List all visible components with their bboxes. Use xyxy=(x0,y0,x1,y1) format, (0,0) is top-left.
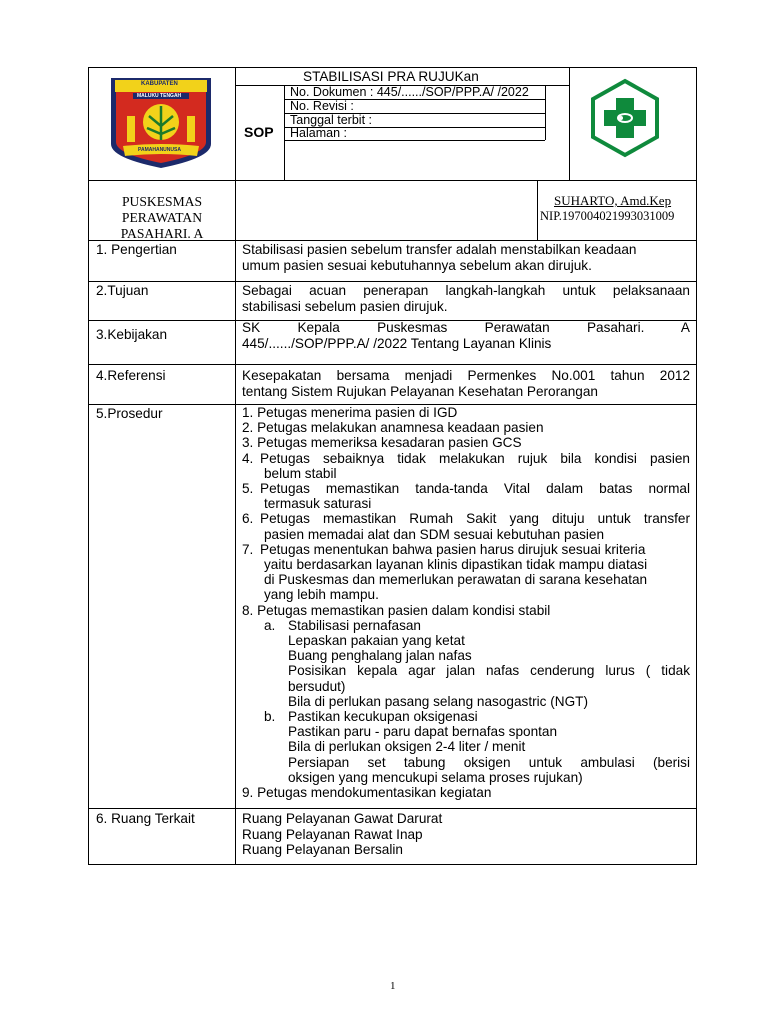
label-referensi: 4.Referensi xyxy=(96,368,166,383)
step-6 xyxy=(242,511,690,541)
step-8: 8. Petugas memastikan pasien dalam kondisi stabil xyxy=(242,602,551,618)
kebijakan-line-2: 445/....../SOP/PPP.A/ /2022 Tentang Layanan Klinis xyxy=(242,335,552,351)
step-3: 3. Petugas memeriksa kesadaran pasien GCS xyxy=(242,435,522,451)
row-border-tujuan xyxy=(88,281,697,282)
org-line-3: PASAHARI. A xyxy=(120,226,204,241)
puskesmas-logo xyxy=(589,78,661,158)
doc-box-right xyxy=(545,85,546,140)
table-top-border xyxy=(88,67,697,68)
label-prosedur: 5.Prosedur xyxy=(96,406,163,421)
page-field: Halaman : xyxy=(290,126,347,140)
kabupaten-logo xyxy=(105,72,217,172)
step-5 xyxy=(242,481,690,511)
label-pengertian: 1. Pengertian xyxy=(96,242,177,257)
signer-nip: NIP.197004021993031009 xyxy=(540,209,675,223)
ruang-item-3: Ruang Pelayanan Bersalin xyxy=(242,842,403,857)
step-7-line-2: yaitu berdasarkan layanan klinis dipastikan tidak mampu diatasi xyxy=(264,557,648,573)
sub-step-b-item-2: Bila di perlukan oksigen 2-4 liter / menit xyxy=(288,739,526,755)
row-border-referensi xyxy=(88,364,697,365)
tujuan-line-2: stabilisasi sebelum pasien dirujuk. xyxy=(242,298,448,314)
label-tujuan: 2.Tujuan xyxy=(96,283,149,298)
step-7-number: 7. xyxy=(242,541,254,557)
row-border-ruang xyxy=(88,808,697,809)
step-5-line-2: termasuk saturasi xyxy=(264,496,372,512)
sub-step-b-item-3-line-1: Persiapan set tabung oksigen untuk ambulasi (berisi xyxy=(288,754,690,770)
sub-step-b-item-1: Pastikan paru - paru dapat bernafas spontan xyxy=(288,724,558,740)
sub-step-a-item-1: Lepaskan pakaian yang ketat xyxy=(288,633,465,649)
pengertian-line-1: Stabilisasi pasien sebelum transfer adalah menstabilkan keadaan xyxy=(242,242,637,257)
sub-step-a-item-3-line-2: bersudut) xyxy=(288,678,346,694)
step-6-number: 6. xyxy=(242,511,254,527)
signer-divider xyxy=(537,180,538,240)
step-4-line-2: belum stabil xyxy=(264,465,337,481)
page-number: 1 xyxy=(390,980,396,992)
column-divider xyxy=(235,67,236,864)
content-pengertian xyxy=(242,242,690,273)
doc-number: No. Dokumen : 445/....../SOP/PPP.A/ /2022 xyxy=(290,85,529,99)
table-bottom-border xyxy=(88,864,697,865)
header-bottom-border xyxy=(88,180,697,181)
ruang-item-1: Ruang Pelayanan Gawat Darurat xyxy=(242,811,443,826)
logo-sub-text: MALUKU TENGAH xyxy=(137,93,182,99)
org-name xyxy=(92,194,232,242)
org-line-1: PUSKESMAS xyxy=(121,194,203,209)
referensi-line-1: Kesepakatan bersama menjadi Permenkes No.001 tahun 2012 xyxy=(242,368,690,383)
referensi-line-2: tentang Sistem Rujukan Pelayanan Kesehatan Perorangan xyxy=(242,383,598,399)
procedure-list xyxy=(242,405,690,800)
label-kebijakan: 3.Kebijakan xyxy=(96,327,168,342)
sub-step-a-item-3-line-1: Posisikan kepala agar jalan nafas cenderung lurus ( tidak xyxy=(288,663,690,679)
sub-step-a-letter: a. xyxy=(264,617,276,633)
ruang-item-2: Ruang Pelayanan Rawat Inap xyxy=(242,826,423,842)
document-title: STABILISASI PRA RUJUKan xyxy=(303,69,479,84)
sub-step-a-item-2: Buang penghalang jalan nafas xyxy=(288,648,472,664)
step-1: 1. Petugas menerima pasien di IGD xyxy=(242,405,458,420)
revision-number: No. Revisi : xyxy=(290,99,354,113)
sub-step-b xyxy=(242,709,690,785)
step-4-number: 4. xyxy=(242,450,254,466)
label-ruang-terkait: 6. Ruang Terkait xyxy=(96,811,195,826)
signer-name: SUHARTO, Amd.Kep xyxy=(554,193,672,208)
sub-step-a-title: Stabilisasi pernafasan xyxy=(288,617,421,633)
step-4 xyxy=(242,451,690,481)
header-right-divider xyxy=(569,67,570,180)
step-6-line-1: Petugas memastikan Rumah Sakit yang dituju untuk transfer xyxy=(260,511,690,527)
logo-ribbon-text: PAMAHANUNUSA xyxy=(138,147,181,153)
step-7-line-3: di Puskesmas dan memerlukan perawatan di sarana kesehatan xyxy=(264,572,648,588)
issue-date: Tanggal terbit : xyxy=(290,113,372,127)
sub-step-a-item-4: Bila di perlukan pasang selang nasogastric (NGT) xyxy=(288,693,588,709)
content-kebijakan xyxy=(242,320,690,351)
step-6-line-2: pasien memadai alat dan SDM sesuai kebutuhan pasien xyxy=(264,526,605,542)
sub-step-b-letter: b. xyxy=(264,709,276,725)
pengertian-line-2: umum pasien sesuai kebutuhannya sebelum akan dirujuk. xyxy=(242,257,592,273)
doc-line-4 xyxy=(284,140,545,141)
org-line-2: PERAWATAN xyxy=(121,210,203,225)
step-7-line-4: yang lebih mampu. xyxy=(264,587,379,603)
tujuan-line-1: Sebagai acuan penerapan langkah-langkah untuk pelaksanaan xyxy=(242,283,690,298)
step-9: 9. Petugas mendokumentasikan kegiatan xyxy=(242,785,492,801)
step-4-line-1: Petugas sebaiknya tidak melakukan rujuk bila kondisi pasien xyxy=(260,450,690,466)
table-left-border xyxy=(88,67,89,864)
step-7-line-1: Petugas menentukan bahwa pasien harus dirujuk sesuai kriteria xyxy=(260,541,646,557)
content-tujuan xyxy=(242,283,690,314)
table-right-border xyxy=(696,67,697,864)
step-5-number: 5. xyxy=(242,481,254,497)
step-2: 2. Petugas melakukan anamnesa keadaan pasien xyxy=(242,420,544,436)
kebijakan-line-1: SK Kepala Puskesmas Perawatan Pasahari. A xyxy=(242,320,690,335)
sub-step-b-item-3-line-2: oksigen yang mencukupi selama proses rujukan) xyxy=(288,769,583,785)
step-5-line-1: Petugas memastikan tanda-tanda Vital dalam batas normal xyxy=(260,481,690,497)
sop-label: SOP xyxy=(244,124,274,140)
content-referensi xyxy=(242,368,690,399)
step-7 xyxy=(242,542,690,603)
sub-step-a xyxy=(242,618,690,709)
sub-step-b-title: Pastikan kecukupan oksigenasi xyxy=(288,709,478,725)
content-ruang-terkait xyxy=(242,811,442,858)
logo-top-text: KABUPATEN xyxy=(141,81,178,87)
